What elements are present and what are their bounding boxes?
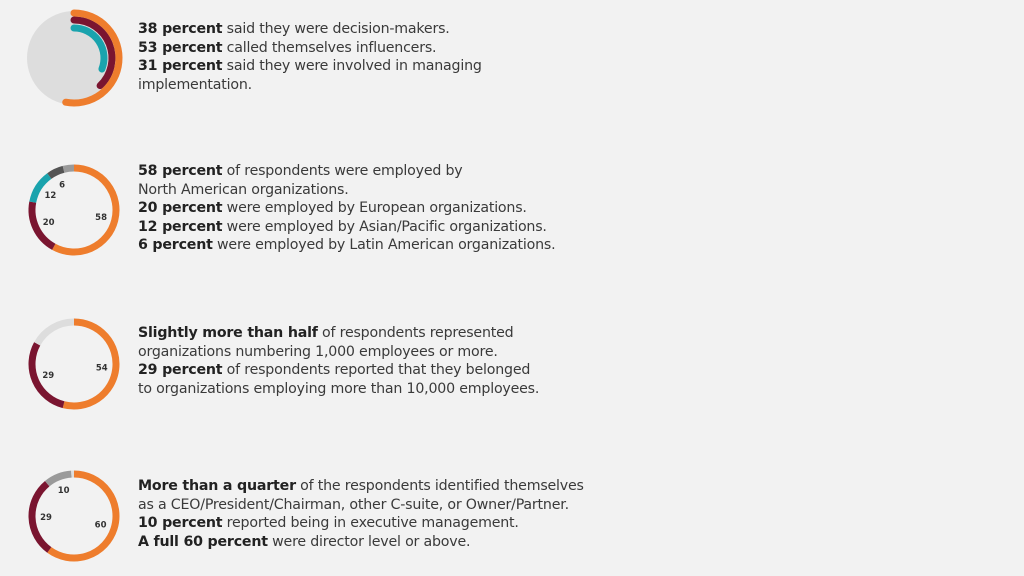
donut-label-latin-america: 6: [59, 180, 66, 191]
text-line: More than a quarter of the respondents identified themselves as a CEO/President/Chairman, other C-suite, or Owner/Partner.: [138, 478, 584, 513]
text-line: 12 percent were employed by Asian/Pacific organizations.: [138, 218, 547, 235]
donut-slice-other: [37, 322, 74, 344]
chart-job-level: [24, 466, 124, 566]
donut-label-north-america: 58: [95, 213, 108, 223]
donut-label-director-level-or-above: 60: [94, 520, 107, 531]
donut-label-europe: 20: [42, 217, 55, 228]
text-line: 6 percent were employed by Latin American organizations.: [138, 237, 556, 253]
chart-org-size: [24, 314, 124, 414]
donut-label-10-000-employees: 29: [42, 371, 55, 382]
text-line: Slightly more than half of respondents represented organizations numbering 1,000 employees or more.: [138, 325, 514, 360]
text-line: 10 percent reported being in executive management.: [138, 515, 519, 531]
text-line: 58 percent of respondents were employed by North American organizations.: [138, 163, 463, 198]
donut-label-executive-management: 10: [57, 486, 70, 496]
text-line: 38 percent said they were decision-makers.: [138, 21, 450, 37]
text-line: A full 60 percent were director level or above.: [138, 533, 471, 550]
text-block-regions: [138, 162, 608, 255]
donut-label-1-000-employees: 54: [95, 363, 108, 374]
donut-slice-executive-management: [47, 474, 71, 484]
donut-slice-latin-america: [49, 169, 63, 176]
donut-slice-1-000-employees: [64, 322, 116, 406]
text-line: 20 percent were employed by European organizations.: [138, 200, 527, 216]
donut-label-c-suite-owner: 29: [40, 512, 52, 523]
text-line: 29 percent of respondents reported that they belonged to organizations employing more than 10,000 employees.: [138, 362, 540, 397]
donut-slice-other: [64, 168, 74, 169]
text-line: 31 percent said they were involved in managing implementation.: [138, 58, 482, 93]
donut-label-asia-pacific: 12: [44, 191, 57, 201]
chart-regions: [24, 160, 124, 260]
text-block-job-level: [138, 477, 608, 551]
text-block-roles: [138, 20, 608, 94]
text-line: 53 percent called themselves influencers.: [138, 39, 437, 56]
text-block-org-size: [138, 324, 608, 398]
chart-roles: [24, 8, 124, 108]
